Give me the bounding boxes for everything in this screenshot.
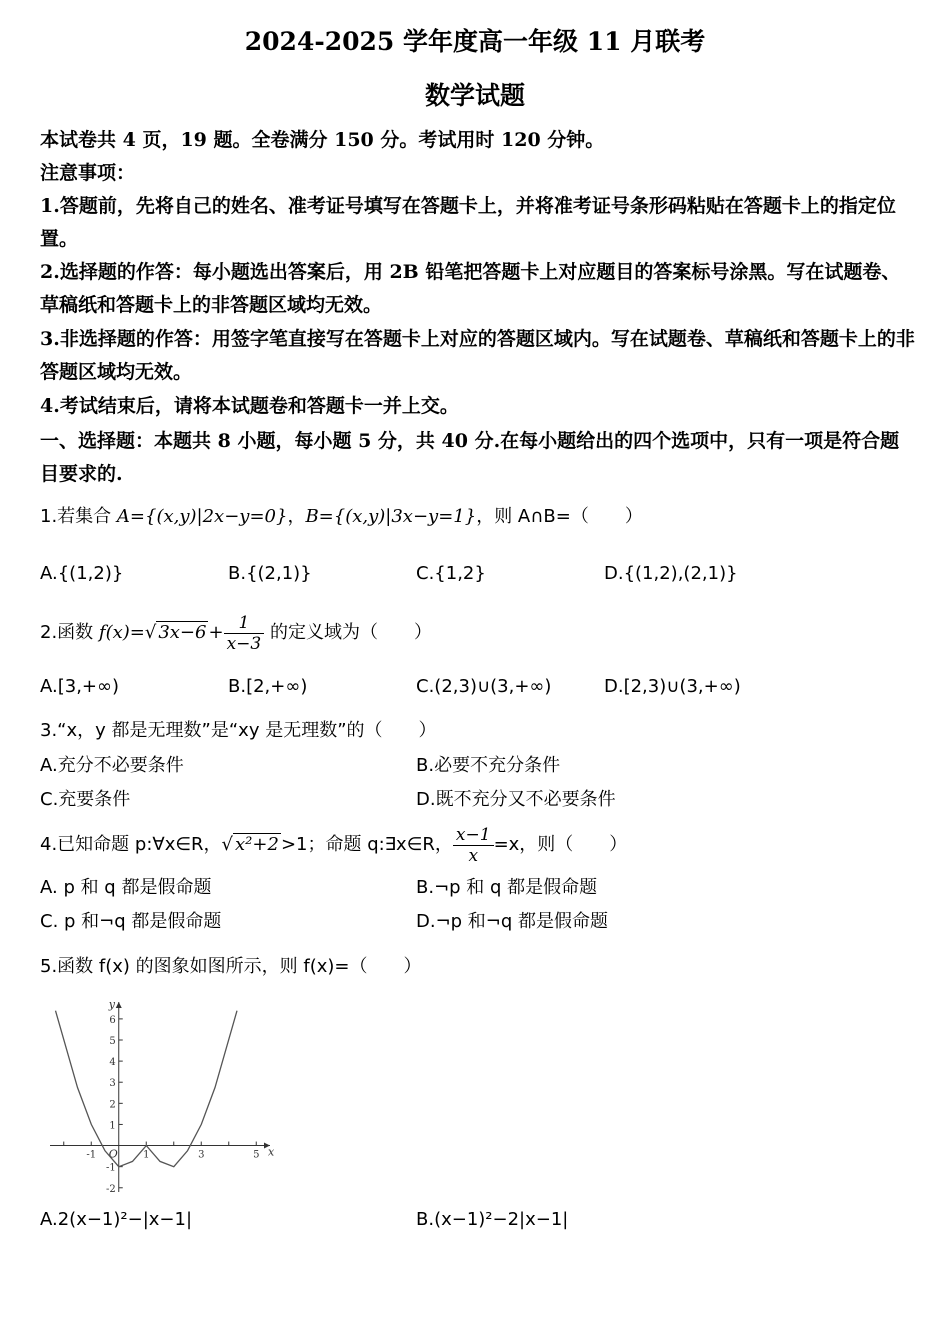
q1-option-b: B.{(2,1)} — [228, 563, 312, 584]
q2-frac-num: 1 — [224, 613, 265, 634]
q2-option-c: C.(2,3)∪(3,+∞) — [416, 676, 552, 697]
q4-fraction — [453, 825, 494, 866]
y-tick-label: 6 — [109, 1014, 116, 1026]
q4-frac-num: x−1 — [453, 825, 494, 846]
q2-suffix: 的定义域为（ ） — [264, 622, 432, 643]
q2-option-b: B.[2,+∞) — [228, 676, 308, 697]
x-tick-label: -1 — [86, 1149, 97, 1161]
x-tick-label: 5 — [253, 1149, 260, 1161]
q2-radicand: 3x−6 — [158, 622, 207, 643]
y-tick-label: 3 — [109, 1078, 116, 1090]
q5-option-a: A.2(x−1)²−|x−1| — [40, 1209, 193, 1230]
q1-option-c: C.{1,2} — [416, 563, 486, 584]
y-axis-arrow — [116, 1002, 122, 1008]
exam-subtitle: 数学试题 — [424, 81, 525, 110]
q4-mid: >1；命题 q:∃x∈R， — [280, 834, 453, 855]
section-1-heading: 一、选择题：本题共 8 小题，每小题 5 分，共 40 分.在每小题给出的四个选项中，只有一项是符合题目要求的. — [40, 430, 900, 485]
question-4: 4.已知命题 p:∀x∈R，√ x²+2 >1；命题 q:∃x∈R， $\frac{x-1}{x}$ =x，则（ ） — [40, 824, 628, 866]
q4-option-d: D.¬p 和¬q 都是假命题 — [416, 911, 609, 932]
notice-item-3: 3.非选择题的作答：用签字笔直接写在答题卡上对应的答题区域内。写在试题卷、草稿纸和答题卡上的非答题区域均无效。 — [40, 328, 915, 383]
exam-title: 2024-2025 学年度高一年级 11 月联考 — [244, 27, 706, 56]
q1-suffix: ，则 A∩B=（ ） — [476, 506, 643, 527]
q1-option-a: A.{(1,2)} — [40, 563, 124, 584]
q1-prefix: 1.若集合 — [40, 506, 117, 527]
q4-option-b: B.¬p 和 q 都是假命题 — [416, 877, 598, 898]
q2-expr-left: f(x)=√ — [98, 622, 157, 643]
q2-frac-den: x−3 — [226, 633, 262, 654]
q4-prefix: 4.已知命题 p:∀x∈R， — [40, 834, 222, 855]
y-tick-label: -2 — [106, 1183, 116, 1195]
q4-option-c: C. p 和¬q 都是假命题 — [40, 911, 222, 932]
notice-heading: 注意事项： — [40, 162, 136, 184]
origin-label: O — [108, 1147, 118, 1161]
notice-item-4: 4.考试结束后，请将本试题卷和答题卡一并上交。 — [40, 395, 459, 417]
notice-item-1: 1.答题前，先将自己的姓名、准考证号填写在答题卡上，并将准考证号条形码粘贴在答题卡上的指定位置。 — [40, 195, 896, 250]
y-tick-label: 1 — [109, 1120, 116, 1132]
question-1 — [40, 503, 643, 531]
x-tick-label: 1 — [143, 1149, 150, 1161]
y-tick-label: 4 — [109, 1057, 116, 1069]
y-tick-label: -1 — [106, 1162, 116, 1174]
q2-fraction — [224, 613, 265, 654]
q1-sep: ， — [287, 506, 306, 527]
x-axis-label: x — [268, 1145, 275, 1159]
q1-set-b: B={(x,y)|3x−y=1} — [305, 506, 477, 527]
notice-item-2: 2.选择题的作答：每小题选出答案后，用 2B 铅笔把答题卡上对应题目的答案标号涂黑。写在试题卷、草稿纸和答题卡上的非答题区域均无效。 — [40, 261, 901, 316]
y-tick-label: 5 — [109, 1036, 116, 1047]
question-3: 3.“x，y 都是无理数”是“xy 是无理数”的（ ） — [40, 720, 437, 741]
q3-option-a: A.充分不必要条件 — [40, 755, 184, 776]
y-tick-label: 2 — [109, 1099, 116, 1111]
question-5: 5.函数 f(x) 的图象如图所示，则 f(x)=（ ） — [40, 956, 422, 977]
q2-option-a: A.[3,+∞) — [40, 676, 120, 697]
q4-sqrt-part: x²+2 — [235, 834, 279, 855]
question-2 — [40, 610, 432, 656]
q2-prefix: 2.函数 — [40, 622, 99, 643]
function-graph — [40, 998, 280, 1198]
q1-set-a: A={(x,y)|2x−y=0} — [116, 506, 288, 527]
x-tick-label: 3 — [198, 1149, 205, 1161]
q4-frac-den: x — [468, 845, 479, 866]
q3-option-c: C.充要条件 — [40, 789, 131, 810]
q4-suffix: =x，则（ ） — [493, 834, 628, 855]
q3-option-d: D.既不充分又不必要条件 — [416, 789, 616, 810]
q2-plus: + — [208, 622, 224, 643]
q2-option-d: D.[2,3)∪(3,+∞) — [604, 676, 741, 697]
y-axis-label: y — [108, 998, 115, 1011]
q4-option-a: A. p 和 q 都是假命题 — [40, 877, 212, 898]
notice-intro: 本试卷共 4 页，19 题。全卷满分 150 分。考试用时 120 分钟。 — [40, 129, 605, 151]
q1-option-d: D.{(1,2),(2,1)} — [604, 563, 738, 584]
q3-option-b: B.必要不充分条件 — [416, 755, 561, 776]
q5-option-b: B.(x−1)²−2|x−1| — [416, 1209, 569, 1230]
